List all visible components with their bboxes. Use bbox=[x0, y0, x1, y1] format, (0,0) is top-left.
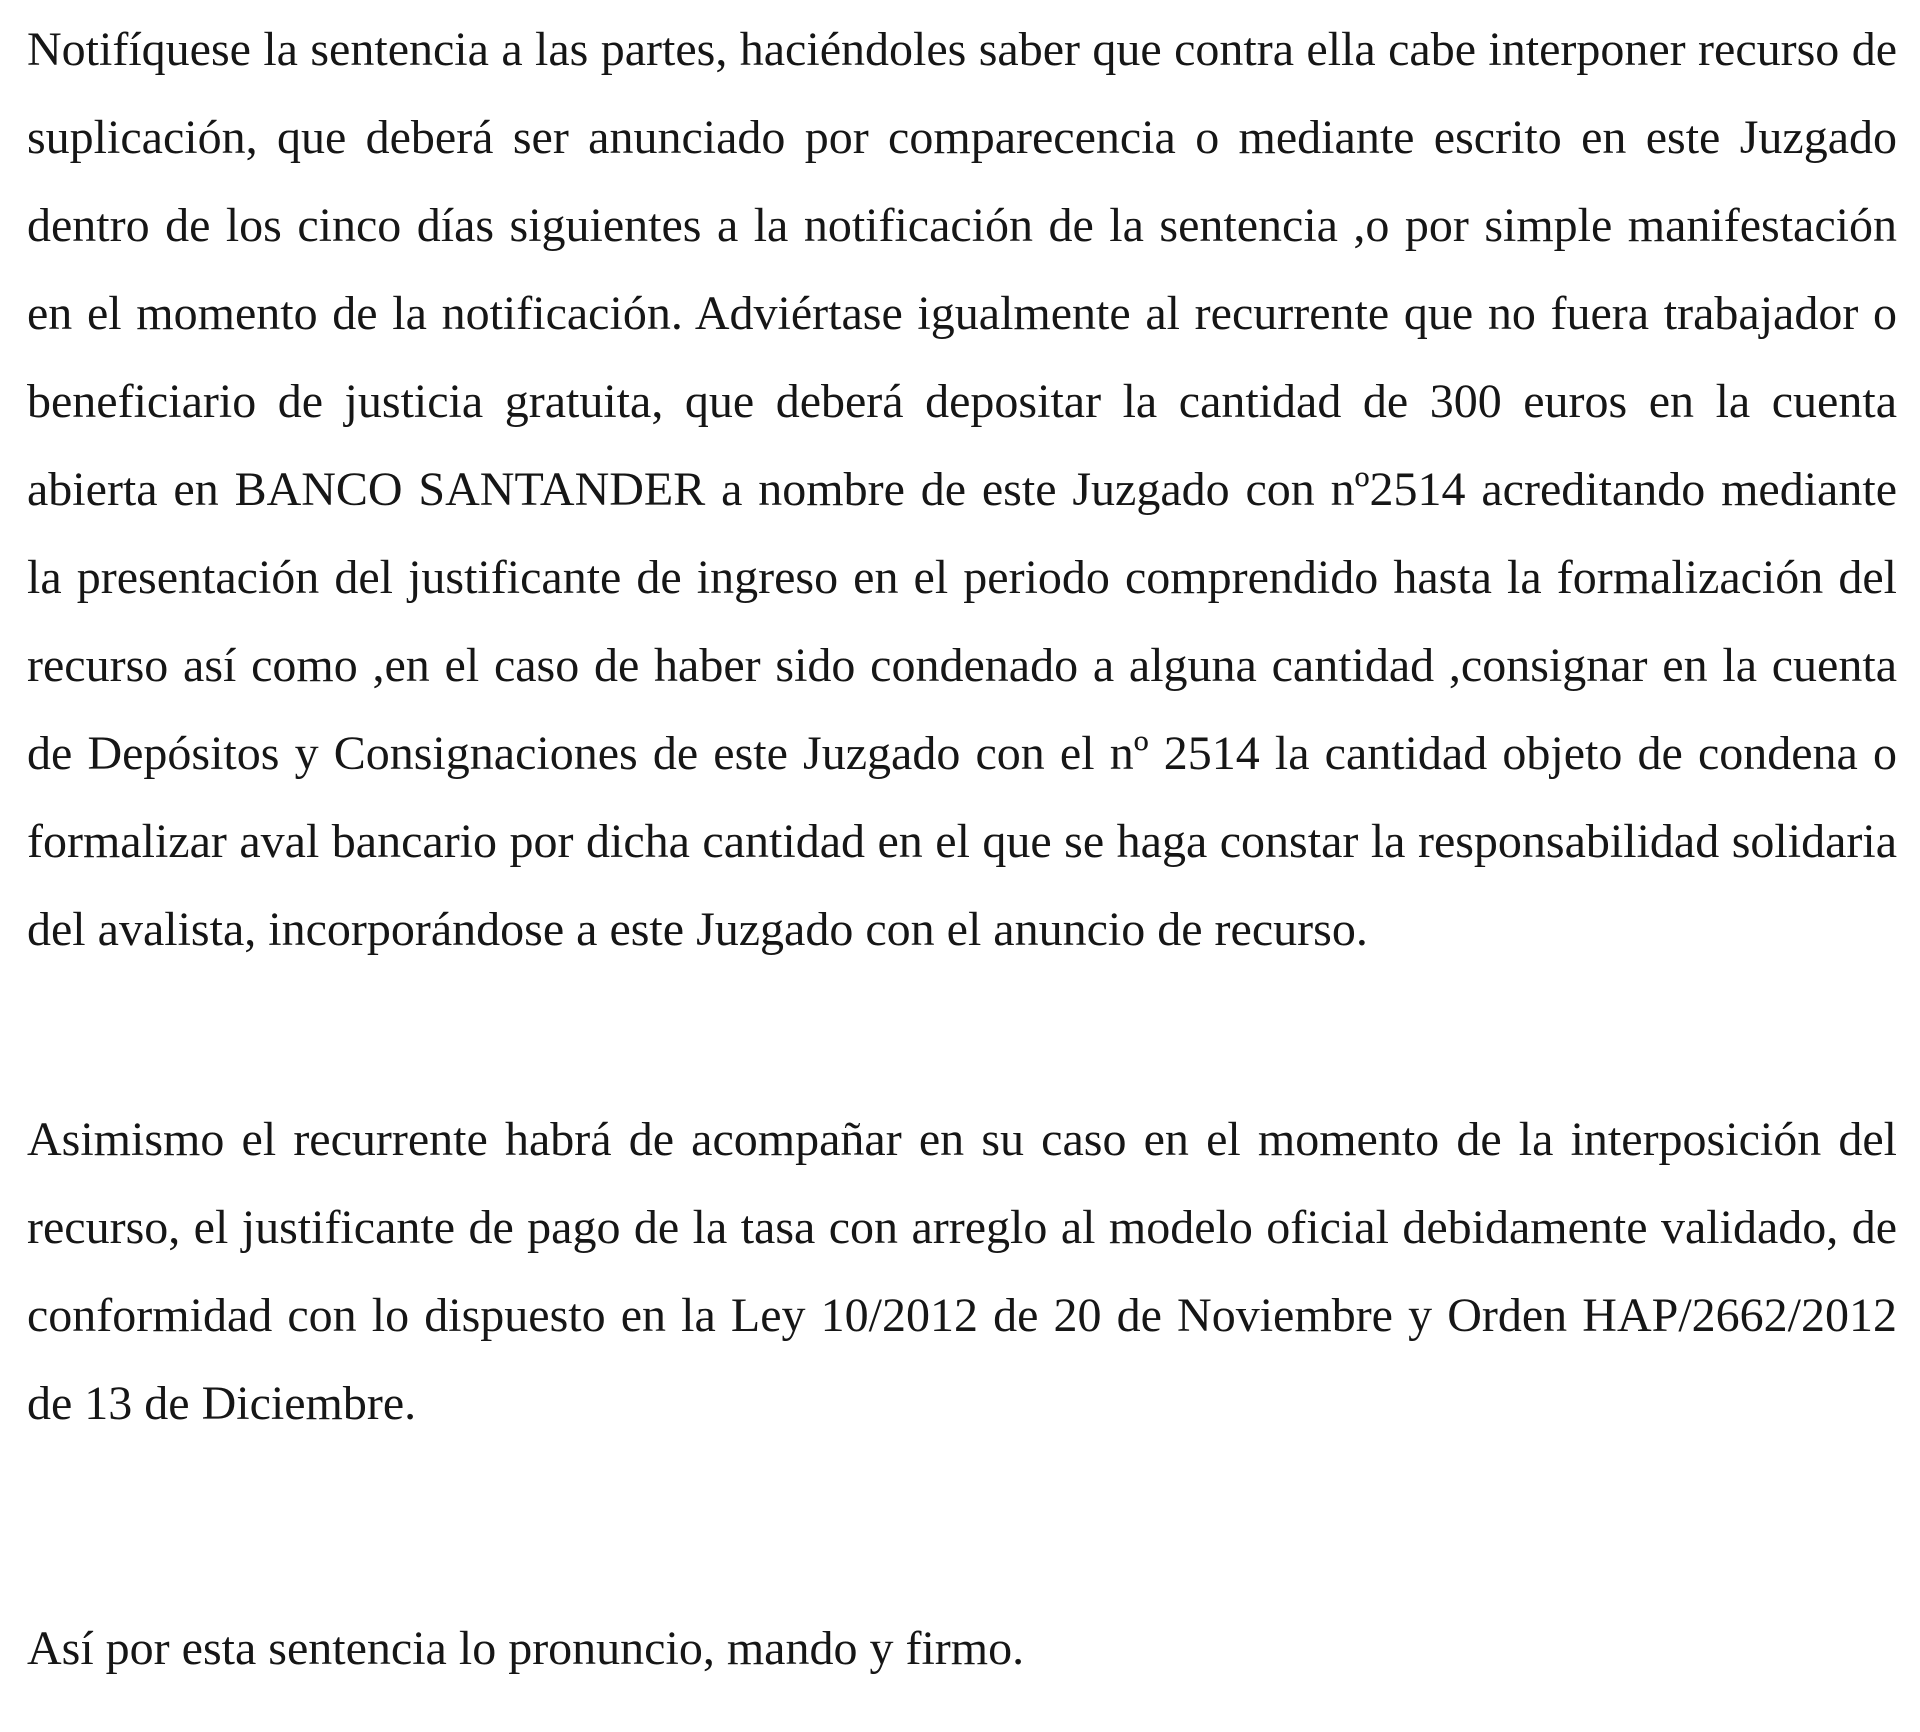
paragraph-fee-requirement: Asimismo el recurrente habrá de acompañar en su caso en el momento de la interposición del recurso, el justificante de pago de la tasa con arreglo al modelo oficial debidamente validado, de conformidad con lo dispuesto en la Ley 10/2012 de 20 de Noviembre y Orden HAP/2662/2012 de 13 de Diciembre. bbox=[27, 1113, 1897, 1430]
document-page bbox=[27, 0, 1897, 1732]
paragraph-notification: Notifíquese la sentencia a las partes, haciéndoles saber que contra ella cabe interponer recurso de suplicación, que deberá ser anunciado por comparecencia o mediante escrito en este Juzgado dentro de los cinco días siguientes a la notificación de la sentencia ,o por simple manifestación en el momento de la notificación. Adviértase igualmente al recurrente que no fuera trabajador o beneficiario de justicia gratuita, que deberá depositar la cantidad de 300 euros en la cuenta abierta en BANCO SANTANDER a nombre de este Juzgado con nº2514 acreditando mediante la presentación del justificante de ingreso en el periodo comprendido hasta la formalización del recurso así como ,en el caso de haber sido condenado a alguna cantidad ,consignar en la cuenta de Depósitos y Consignaciones de este Juzgado con el nº 2514 la cantidad objeto de condena o formalizar aval bancario por dicha cantidad en el que se haga constar la responsabilidad solidaria del avalista, incorporándose a este Juzgado con el anuncio de recurso. bbox=[27, 23, 1897, 956]
paragraph-closing-formula: Así por esta sentencia lo pronuncio, mando y firmo. bbox=[27, 1622, 1025, 1675]
